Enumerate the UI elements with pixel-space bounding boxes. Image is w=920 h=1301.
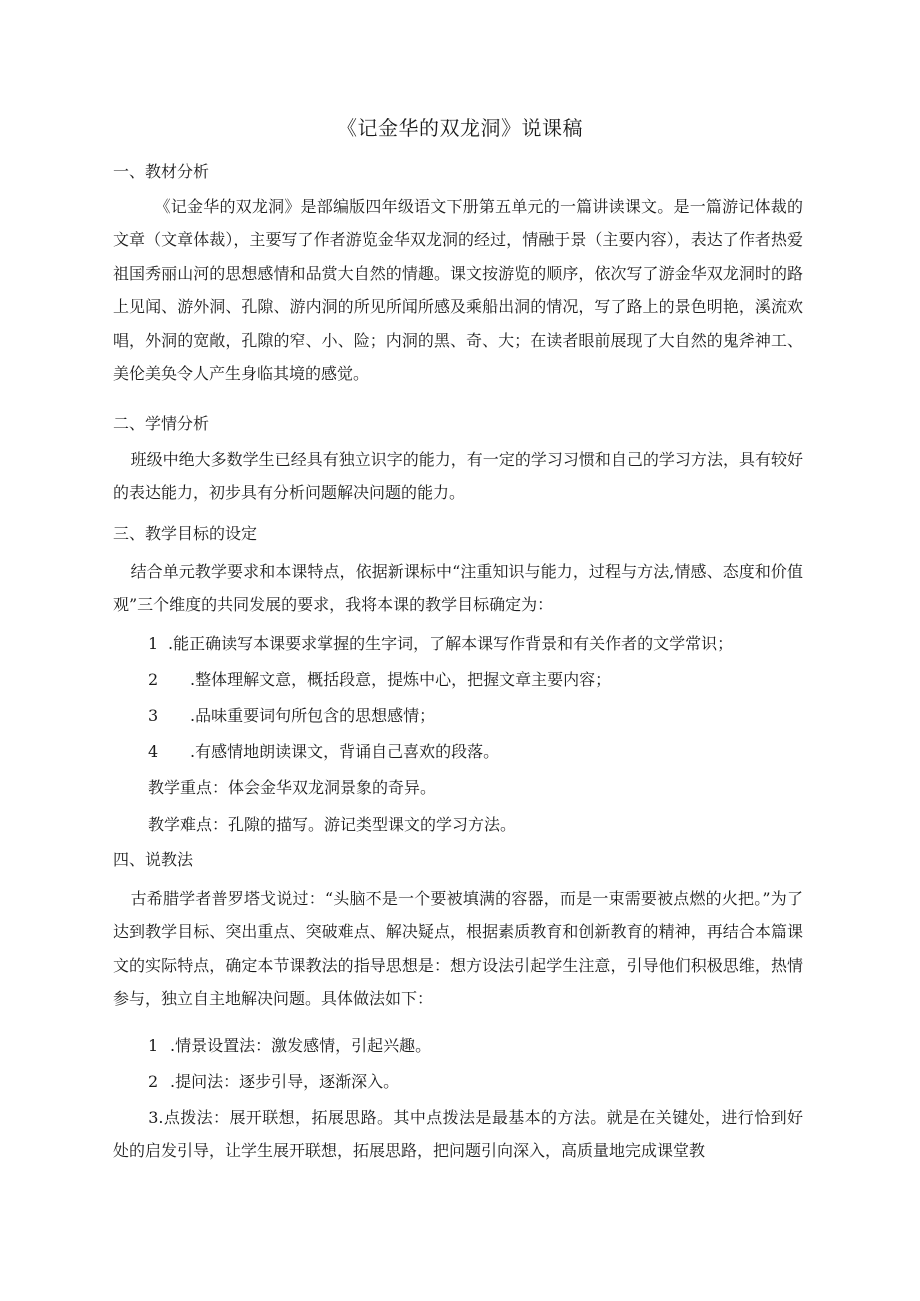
- goal-item: [148, 632, 733, 656]
- goal-item: [148, 740, 499, 764]
- section-paragraph-teaching-method: 古希腊学者普罗塔戈说过：“头脑不是一个要被填满的容器，而是一束需要被点燃的火把。”为了达到教学目标、突出重点、突破难点、解决疑点，根据素质教育和创新教育的精神，再结合本篇课文的实际特点，确定本节课教法的指导思想是：想方设法引起学生注意，引导他们积极思维，热情参与，独立自主地解决问题。具体做法如下：: [113, 889, 803, 1009]
- section-paragraph-student-analysis: 班级中绝大多数学生已经具有独立识字的能力，有一定的学习习惯和自己的学习方法，具有较好的表达能力，初步具有分析问题解决问题的能力。: [113, 450, 803, 503]
- method-item: [113, 1101, 803, 1168]
- section-heading-material-analysis: 一、教材分析: [113, 162, 210, 181]
- method-number: 3: [148, 1108, 159, 1127]
- section-heading-student-analysis: 二、学情分析: [113, 414, 210, 433]
- goal-text: .品味重要词句所包含的思想感情；: [190, 706, 436, 725]
- method-item: [148, 1070, 399, 1094]
- section-paragraph-teaching-goals: 结合单元教学要求和本课特点，依据新课标中“注重知识与能力，过程与方法,情感、态度和价值观”三个维度的共同发展的要求，我将本课的教学目标确定为：: [113, 562, 803, 615]
- goal-number: 4: [148, 742, 159, 761]
- method-number: 2: [148, 1072, 159, 1091]
- method-item: [148, 1034, 431, 1058]
- teaching-difficult-point: 教学难点：孔隙的描写。游记类型课文的学习方法。: [148, 815, 517, 834]
- goal-number: 1: [148, 634, 159, 653]
- method-text: .点拨法：展开联想，拓展思路。其中点拨法是最基本的方法。就是在关键处，进行恰到好处的启发引导，让学生展开联想，拓展思路，把问题引向深入，高质量地完成课堂教: [113, 1108, 803, 1161]
- section-heading-teaching-goals: 三、教学目标的设定: [113, 524, 258, 543]
- goal-text: .整体理解文意，概括段意，提炼中心，把握文章主要内容；: [190, 670, 612, 689]
- document-title: 《记金华的双龙洞》说课稿: [337, 116, 583, 140]
- goal-item: [148, 704, 435, 728]
- method-text: .提问法：逐步引导，逐渐深入。: [170, 1072, 400, 1091]
- method-number: 1: [148, 1036, 159, 1055]
- goal-item: [148, 668, 611, 692]
- section-paragraph-material-analysis: 《记金华的双龙洞》是部编版四年级语文下册第五单元的一篇讲读课文。是一篇游记体裁的文章（文章体裁），主要写了作者游览金华双龙洞的经过，情融于景（主要内容），表达了作者热爱祖国秀丽山河的思想感情和品赏大自然的情趣。课文按游览的顺序，依次写了游金华双龙洞时的路上见闻、游外洞、孔隙、游内洞的所见所闻所感及乘船出洞的情况，写了路上的景色明艳，溪流欢唱，外洞的宽敞，孔隙的窄、小、险；内洞的黑、奇、大；在读者眼前展现了大自然的鬼斧神工、美伦美奂令人产生身临其境的感觉。: [113, 197, 803, 384]
- method-text: .情景设置法：激发感情，引起兴趣。: [170, 1036, 432, 1055]
- teaching-key-point: 教学重点：体会金华双龙洞景象的奇异。: [148, 778, 437, 797]
- goal-text: .有感情地朗读课文，背诵自己喜欢的段落。: [190, 742, 500, 761]
- goal-text: .能正确读写本课要求掌握的生字词，了解本课写作背景和有关作者的文学常识；: [168, 634, 734, 653]
- goal-number: 3: [148, 706, 159, 725]
- section-heading-teaching-method: 四、说教法: [113, 850, 194, 869]
- goal-number: 2: [148, 670, 159, 689]
